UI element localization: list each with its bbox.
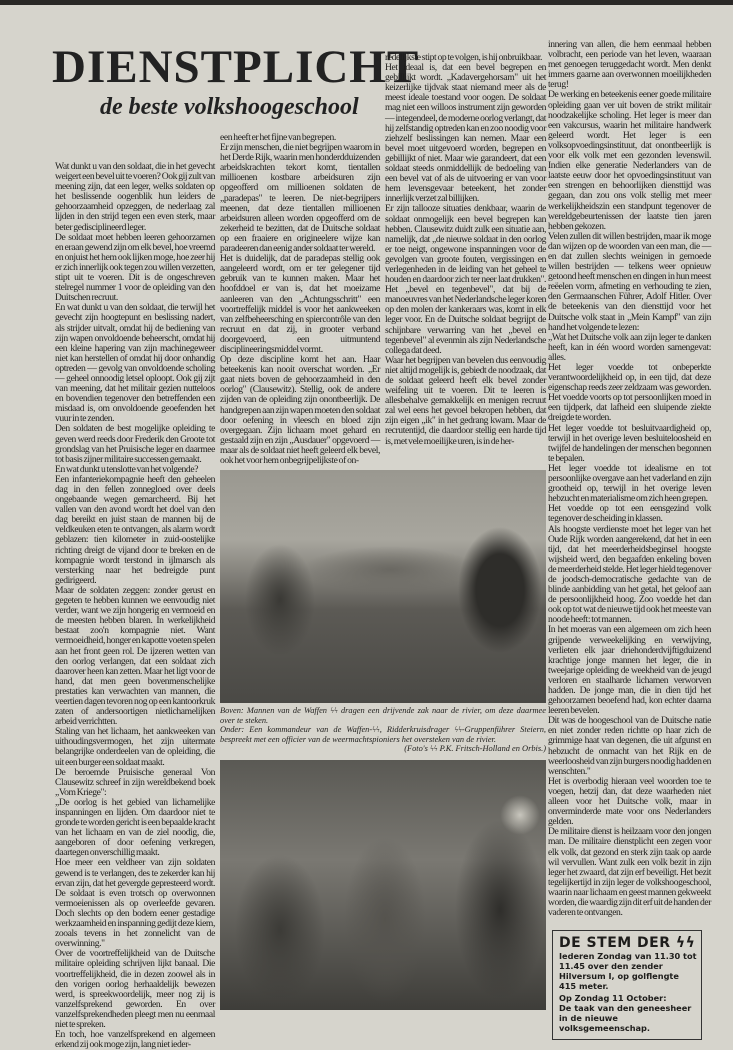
radio-box-title: DE STEM DER ϟϟ [559,935,696,952]
article-paragraph: Dit was de hoogeschool van de Duitsche natie en niet zonder reden richtte op haar zich de grimmige haat van degenen, die uit afgunst en hebzucht de onmacht van het Rijk en de weerloosheid van zijn burgers noodig hadden en wenschten." [548,715,711,777]
article-paragraph: Den soldaten de best mogelijke opleiding te geven werd reeds door Frederik den Groote tot grondslag van het Pruisische leger en daarmee tot basis zijner militaire successen gemaakt. [55,423,215,465]
caption-bottom: Onder: Een kommandeur van de Waffen-ϟϟ, Ridderkruisdrager ϟϟ-Gruppenführer Steiern, bespreekt met een officier van de weermachtspioniers het oversteken van de rivier. [220,725,546,744]
photo-credit: (Foto's ϟϟ P.K. Fritsch-Holland en Orbis.) [404,744,546,754]
radio-date: Op Zondag 11 October: [559,993,667,1004]
article-column-3 [385,53,546,447]
article-paragraph: En toch, hoe vanzelfsprekend en algemeen erkend zij ook moge zijn, lang niet ieder- [55,1029,215,1050]
middle-columns-area [220,53,546,1010]
article-paragraph: een heeft er het fijne van begrepen. [220,132,336,143]
photo-commander-with-officers [220,760,546,1010]
article-paragraph: „De oorlog is het gebied van lichamelijke inspanningen en lijden. Om daardoor niet te gronde te worden gericht is een bepaalde kracht van het lichaam en van de ziel noodig, die, aangeboren of door oefening verkregen, daartegen onverschillig maakt. [55,796,215,859]
radio-announcement-box [552,930,702,1039]
radio-topic: De taak van den geneesheer in de nieuwe volksgemeenschap. [559,1003,692,1033]
article-paragraph: Het is duidelijk, dat de paradepas stellig ook aangeleerd wordt, om er ter gelegener tijd gebruik van te kunnen maken. Maar het hoofddoel er van is, dat het moeizame aanleeren van den „Achtungsschritt" een voortreffelijk middel is voor het aankweeken van zelfbeheersching en spiercontrôle van den recruut en dat zij, in grooter verband doorgevoerd, een uitmuntend disciplineeringsmiddel vormt. [220,253,380,355]
radio-schedule: Iederen Zondag van 11.30 tot 11.45 over den zender Hilversum I, op golflengte 415 meter. [559,951,697,991]
article-paragraph: Hoe meer een veldheer van zijn soldaten gewend is te verlangen, des te zekerder kan hij ervan zijn, dat het gevergde gepresteerd wordt. De soldaat is even trotsch op overwonnen vermoeienissen als op overleefde gevaren. Doch slechts op den bodem eener gestadige werkzaamheid en inspanning gedijt deze kiem, zooals tevens in het zonnelicht van de overwinning." [55,857,215,950]
article-column-1 [55,162,215,1050]
article-paragraph: Velen zullen dit willen bestrijden, maar ik moge dan wijzen op de woorden van een man, die — en dat zullen slechts weinigen in gemoede willen bestrijden — telkens weer opnieuw getoond heeft menschen en dingen in hun meest reëelen vorm, afmeting en verhouding te zien, den Germaanschen Führer, Adolf Hitler. Over de beteekenis van den diensttijd voor het Duitsche volk staat in „Mein Kampf" van zijn hand het volgende te lezen: [548,230,711,333]
article-paragraph: De werking en beteekenis eener goede militaire opleiding gaan ver uit boven de strikt militair noodzakelijke scholing. Het leger is meer dan een vakcursus, waarin het militaire handwerk geleerd wordt. Het leger is een volksopvoedingsinstituut, dat onontbeerlijk is voor elk volk met een gezonden levenswil. Indien elke generatie Nederlanders van de laatste eeuw door het opvoedingsinstituut van een strengen en behoorlijken diensttijd was gegaan, dan zou ons volk stellig met meer werkelijkheidszin een standpunt tegenover de wereldgebeurtenissen der laatste tien jaren hebben gekozen. [548,89,711,232]
article-paragraph: Waar het begrijpen van bevelen dus eenvoudig niet altijd mogelijk is, gebiedt de noodzaak, dat de soldaat geleerd heeft elk bevel zonder weifeling uit te voeren. Dit te leeren is allesbehalve gemakkelijk en menigen recruut zal wel eens het gevoel bekropen hebben, dat zijn eigen „ik" in het gedrang kwam. Maar de recrutentijd, die daardoor stellig een harde tijd is, met vele moeilijke uren, is in de her- [385,354,546,447]
article-paragraph: De soldaat moet hebben leeren gehoorzamen en eraan gewend zijn om elk bevel, hoe vreemd en onjuist het hem ook lijken moge, hoe zeer hij er zich innerlijk ook tegen zou willen verzetten, stipt uit te voeren. Dit is de ongeschreven stelregel nummer 1 voor de opleiding van den Duitschen recruut. [55,231,215,304]
article-title: DIENSTPLICHT [52,41,420,93]
article-paragraph: Een infanteriekompagnie heeft den geheelen dag in den fellen zonnegloed over deels ongebaande wegen gemarcheerd. Bij het vallen van den avond wordt het doel van den dag bereikt en juist staan de mannen bij de veldkeuken eten te ontvangen, als alarm wordt geblazen: tien kilometer in zuid-oostelijke richting dreigt de vijand door te breken en de kompagnie wordt terstond in ijlmarsch als versterking naar het bedreigde punt gedirigeerd. [55,473,215,586]
article-paragraph: Staling van het lichaam, het aankweeken van uithoudingsvermogen, het zijn uitermate belangrijke onderdeelen van de opleiding, die uit een burger een soldaat maakt. [55,726,215,768]
article-paragraph: Er zijn menschen, die niet begrijpen waarom in het Derde Rijk, waarin men honderdduizenden arbeidskrachten tekort komt, tientallen millioenen kostbare arbeidsuren zijn opgeofferd om millioenen soldaten de „paradepas" te leeren. De niet-begrijpers meenen, dat deze tientallen millioenen arbeidsuren alleen worden opgeofferd om de zekerheid te bezitten, dat de Duitsche soldaat op een fraaiere en origineelere wijze kan paradeeren dan eenig ander soldaat ter wereld. [220,142,380,255]
article-column-4 [548,40,711,918]
article-paragraph: Er zijn tallooze situaties denkbaar, waarin de soldaat onmogelijk een bevel begrepen kan hebben. Clausewitz duidt zulk een situatie aan, namelijk, dat „de nieuwe soldaat in den oorlog er toe neigt, ongewone inspanningen voor de gevolgen van groote fouten, vergissingen en verlegenheden in de leiding van het geheel te houden en daardoor zich ter neer laat drukken". Het „bevel en tegenbevel", dat bij de manoeuvres van het Nederlandsche leger koren op den molen der kankeraars was, komt in elk leger voor. En de Duitsche soldaat begrijpt de schijnbare verwarring van het „bevel en tegenbevel" al evenmin als zijn Nederlandsche collega dat deed. [385,203,546,356]
caption-top: Boven: Mannen van de Waffen ϟϟ dragen een drijvende zak naar de rivier, om deze daarmee over te steken. [220,706,546,725]
article-paragraph: De militaire dienst is heilzaam voor den jongen man. De militaire dienstplicht een zegen voor elk volk, dat gezond en sterk zijn taak op aarde wil vervullen. Want zulk een volk bezit in zijn leger het zwaard, dat zijn erf beveiligt. Het bezit tegelijkertijd in zijn leger de volkshoogeschool, waarin naar lichaam en geest mannen gekweekt worden, die waardig zijn dit erf uit de handen der vaderen te ontvangen. [548,826,711,919]
article-paragraph: Als hoogste verdienste moet het leger van het Oude Rijk worden aangerekend, dat het in een tijd, dat het meerderheidsbeginsel hoogste wijsheid werd, den begaafden enkeling boven de meerderheid stelde. Het leger hield tegenover de joodsch-democratische gedachte van de blinde aanbidding van het getal, het geloof aan de persoonlijkheid hoog. Zoo voedde het dan ook op tot wat de nieuwe tijd ook het meeste van noode heeft: tot mannen. [548,523,711,626]
article-paragraph: Het leger voedde tot idealisme en tot persoonlijke overgave aan het vaderland en zijn grootheid op, terwijl in het overige leven hebzucht en materialisme om zich heen grepen. [548,462,711,505]
article-paragraph: De beroemde Pruisische generaal Von Clausewitz schreef in zijn wereldbekend boek „Vom Kriege": [55,766,215,798]
article-paragraph: Wat dunkt u van den soldaat, die in het gevecht weigert een bevel uit te voeren? Ook gij zult van meening zijn, dat een leger, welks soldaten op het beslissende oogenblik hun leiders de gehoorzaamheid opzeggen, de nederlaag zal lijden in den strijd tegen een even sterk, maar beter gedisciplineerd leger. [55,161,215,233]
article-paragraph: Het ideaal is, dat een bevel begrepen en gebillijkt wordt. „Kadavergehorsam" uit het keizerlijke tijdvak staat niemand meer als de meest ideale toestand voor oogen. De soldaat mag niet een willoos instrument zijn geworden — integendeel, de moderne oorlog verlangt, dat hij zelfstandig optreden kan en zoo noodig voor ziehzelf beslissingen kan nemen. Maar een bevel moet uitgevoerd worden, begrepen en gebillijkt of niet. Maar wie garandeert, dat een soldaat steeds onmiddellijk de bedoeling van een bevel vat of als de uitvoering er van voor hem levensgevaar beteekent, het zonder innerlijk verzet zal billijken. [385,62,546,205]
article-paragraph: Maar de soldaten zeggen: zonder gerust en gegeten te hebben kunnen we eenvoudig niet verder, want we zijn hongerig en vermoeid en de meesten hebben blaren. In werkelijkheid bestaat zoo'n kompagnie niet. Want vermoeidheid, honger en kapotte voeten spelen aan het front geen rol. De ijzeren wetten van den oorlog verlangen, dat een soldaat zich daarover heen kan zetten. Maar het ligt voor de hand, dat men geen bovenmenschelijke prestaties kan verwachten van mannen, die veertien dagen tevoren nog op een kantoorkruk zaten of andersoortigen nietlichamelijken arbeid verrichtten. [55,584,215,728]
article-paragraph: Op deze discipline komt het aan. Haar beteekenis kan nooit overschat worden. „Er gaat niets boven de gehoorzaamheid in den oorlog" (Clausewitz). Stellig, ook de andere zijden van de opleiding zijn onontbeerlijk. De handgrepen aan zijn wapen moeten den soldaat door oefening in vleesch en bloed zijn overgegaan. Zijn lichaam moet gehard en gestaald zijn en zijn „Ausdauer" opgevoerd — maar als de soldaat niet heeft geleerd elk bevel, ook het voor hem onbegrijpelijkste of on- [220,354,380,466]
article-paragraph: innering van allen, die hem eenmaal hebben volbracht, een periode van het leven, waaraan met genoegen teruggedacht wordt. Men denkt immers gaarne aan overwonnen moeilijkheden terug! [548,39,711,91]
article-column-2 [220,53,380,466]
article-paragraph: Het leger voedde tot besluitvaardigheid op, terwijl in het overige leven besluiteloosheid en twijfel de handelingen der menschen begonnen te bepalen. [548,422,711,464]
article-paragraph: Over de voortreffelijkheid van de Duitsche militaire opleiding schrijven lijkt banaal. Die voortreffelijkheid, die in dezen zoowel als in den vorigen oorlog herhaaldelijk bewezen werd, is spreekwoordelijk, meer nog zij is vanzelfsprekend geworden. En over vanzelfsprekendheden pleegt men nu eenmaal niet te spreken. [55,948,215,1030]
article-paragraph: In het moeras van een algemeen om zich heen grijpende verweekelijking en verwijving, verlieten elk jaar driehonderdvijftigduizend krachtige jonge mannen het leger, die in tweejarige opleiding de weekheid van de jeugd verloren en staalharde lichamen verworven hadden. De jonge man, die in dien tijd het gehoorzamen beoefend had, kon echter daarna leeren bevelen. [548,624,711,717]
photo-caption [220,703,546,760]
article-paragraph: En wat dunkt u van den soldaat, die terwijl het gevecht zijn hoogtepunt en beslissing nadert, als strijder uitvalt, omdat hij de bediening van zijn wapen onvoldoende beheerscht, omdat hij een kleine hapering van zijn machinegeweer niet kan herstellen of omdat hij door onhandig optreden — gevolg van onvoldoende scholing — geheel onnoodig letsel oploopt. Ook gij zijt van meening, dat het militair gezien nutteloos en bovendien tegenover den betreffenden een misdaad is, om onvoldoende geoefenden het vuur in te zenden. [55,302,215,425]
article-subtitle: de beste volkshoogeschool [100,94,359,120]
article-paragraph: „Wat het Duitsche volk aan zijn leger te danken heeft, kan in één woord worden samengevat: alles. [548,331,711,363]
article-paragraph: Het voedde op tot een eensgezind volk tegenover de scheiding in klassen. [548,503,711,525]
article-paragraph: Het is overbodig hieraan veel woorden toe te voegen, hetzij dan, dat deze waarheden niet alleen voor het Duitsche volk, maar in onverminderde mate voor ons Nederlanders gelden. [548,775,711,828]
article-paragraph: Het leger voedde tot onbeperkte verantwoordelijkheid op, in een tijd, dat deze eigenschap reeds zeer zeldzaam was geworden. Het voedde voorts op tot persoonlijken moed in een tijdperk, dat lafheid een sluipende ziekte dreigde te worden. [548,362,711,424]
photo-soldiers-carrying-float [220,470,546,703]
page-top-edge [0,0,733,5]
right-column-area [548,40,711,1040]
article-paragraph: redelijkste stipt op te volgen, is hij onbruikbaar. [385,52,543,63]
article-paragraph: En wat dunkt u tenslotte van het volgende? [55,463,199,475]
